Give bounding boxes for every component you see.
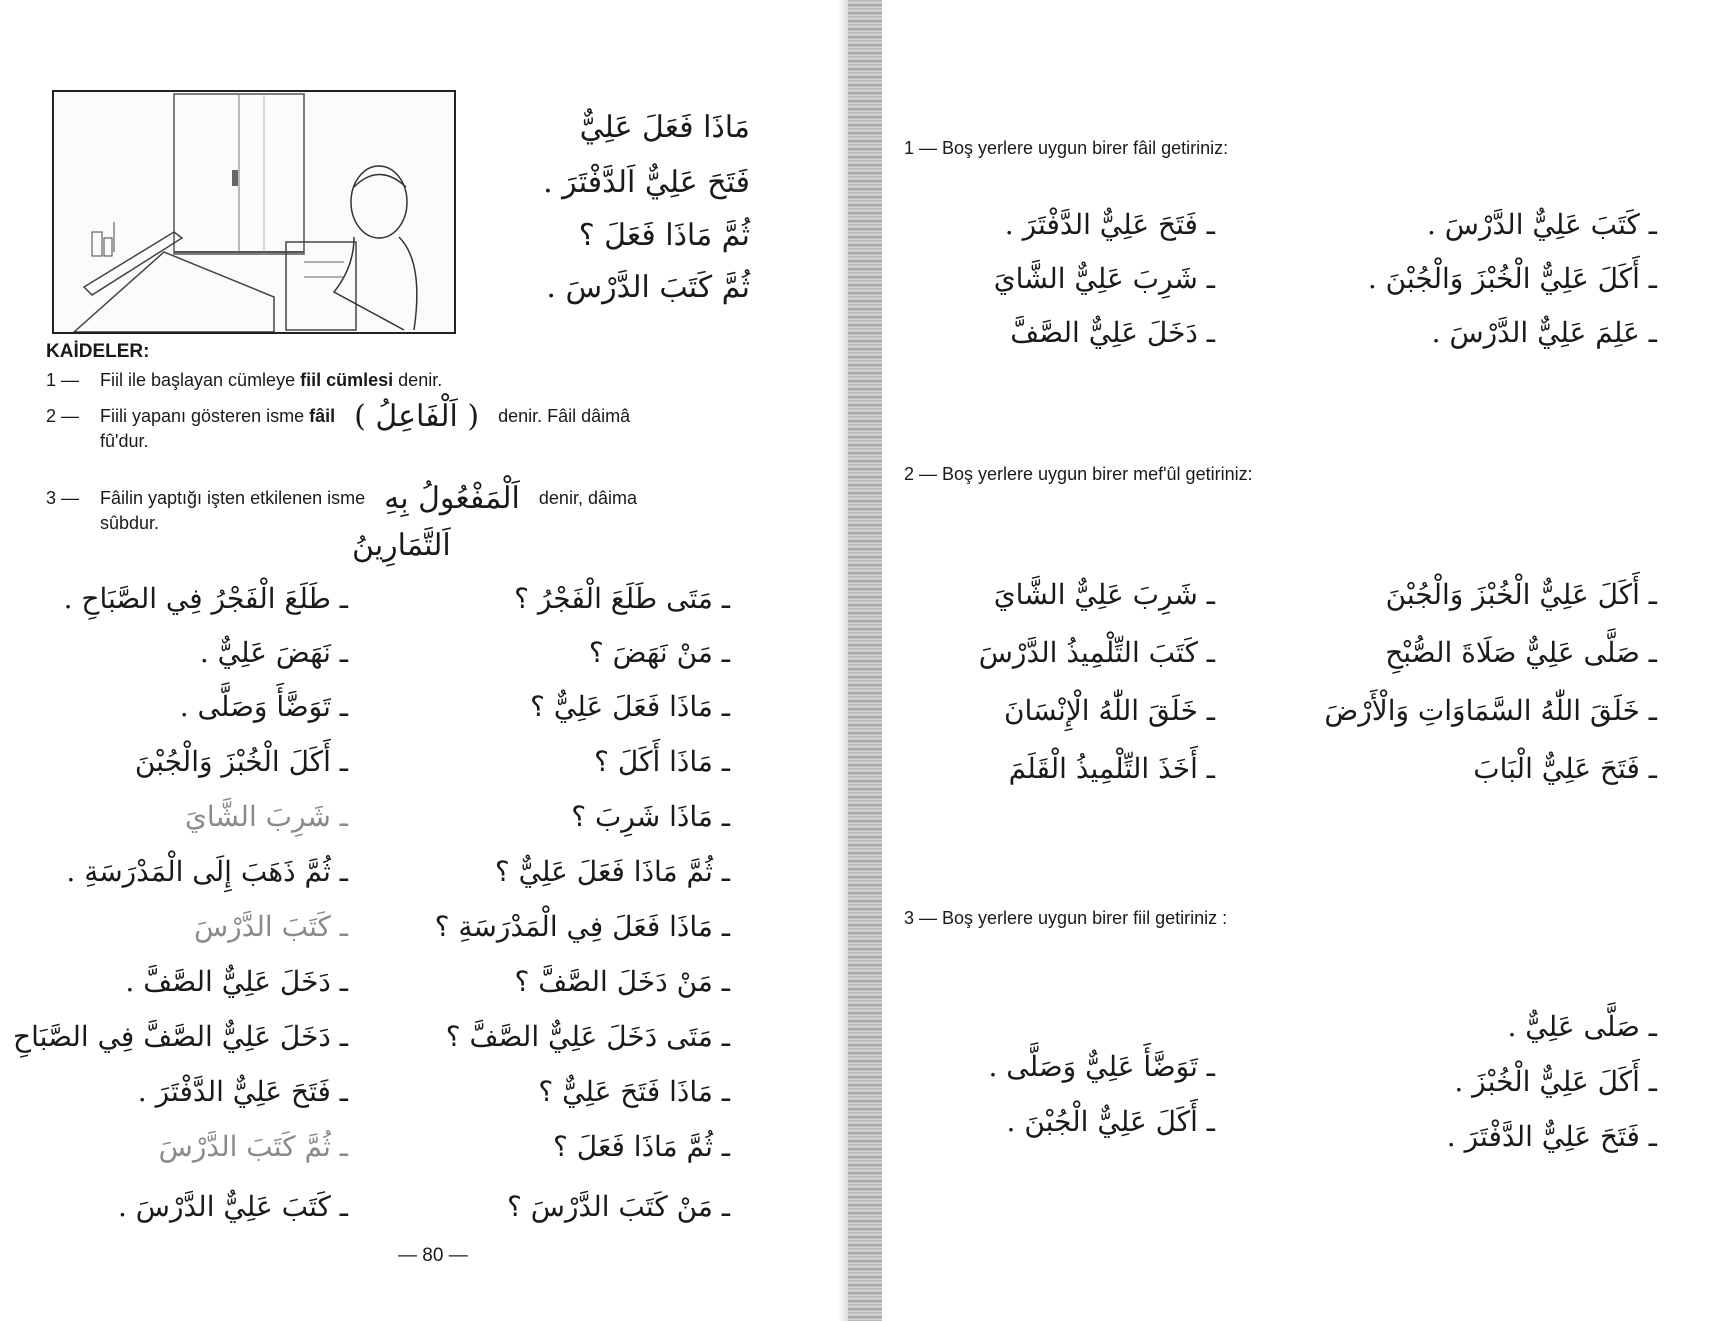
exercise-3-item: ـ فَتَحَ عَلِيٌّ الدَّفْتَرَ . — [1446, 1120, 1657, 1153]
intro-line-2: فَتَحَ عَلِيٌّ اَلدَّفْتَرَ . — [543, 165, 750, 200]
exercise-2-item: ـ شَرِبَ عَلِيٌّ الشَّايَ — [993, 578, 1215, 611]
rule-3-text: Fâilin yaptığı işten etkilenen isme — [100, 488, 366, 508]
question: ـ مَنْ نَهَضَ ؟ — [588, 636, 730, 669]
exercise-1-heading: 1 — Boş yerlere uygun birer fâil getiriniz: — [904, 138, 1229, 158]
rule-1-number: 1 — — [46, 370, 80, 390]
rule-3-continuation: sûbdur. — [100, 513, 160, 534]
exercise-1-item: ـ شَرِبَ عَلِيٌّ الشَّايَ — [993, 262, 1215, 295]
rule-2-number: 2 — — [46, 406, 80, 426]
answer: ـ كَتَبَ الدَّرْسَ — [194, 910, 348, 943]
exercise-1-item: ـ عَلِمَ عَلِيٌّ الدَّرْسَ . — [1431, 316, 1657, 349]
exercise-2-heading: 2 — Boş yerlere uygun birer mef'ûl getiriniz: — [904, 464, 1253, 484]
exercise-3-heading: 3 — Boş yerlere uygun birer fiil getiriniz : — [904, 908, 1228, 928]
left-page — [0, 0, 850, 1321]
question: ـ مَتَى طَلَعَ الْفَجْرُ ؟ — [514, 582, 730, 615]
exercise-1-item: ـ دَخَلَ عَلِيٌّ الصَّفَّ — [1010, 316, 1215, 349]
question: ـ مَاذَا فَعَلَ عَلِيٌّ ؟ — [530, 690, 730, 723]
answer: ـ تَوَضَّأَ وَصَلَّى . — [179, 690, 348, 723]
exercise-1-item: ـ أَكَلَ عَلِيٌّ الْخُبْزَ وَالْجُبْنَ . — [1367, 262, 1657, 295]
right-page — [880, 0, 1721, 1321]
intro-line-1: مَاذَا فَعَلَ عَلِيٌّ — [579, 110, 750, 145]
exercise-1-item: ـ فَتَحَ عَلِيٌّ الدَّفْتَرَ . — [1004, 208, 1215, 241]
answer: ـ نَهَضَ عَلِيٌّ . — [199, 636, 348, 669]
question: ـ ثُمَّ مَاذَا فَعَلَ عَلِيٌّ ؟ — [494, 855, 730, 888]
answer: ـ كَتَبَ عَلِيٌّ الدَّرْسَ . — [117, 1190, 348, 1223]
exercise-2-item: ـ صَلَّى عَلِيٌّ صَلَاةَ الصُّبْحِ — [1385, 636, 1657, 669]
answer: ـ دَخَلَ عَلِيٌّ الصَّفَّ . — [125, 965, 348, 998]
rule-2-text: Fiili yapanı gösteren isme — [100, 406, 305, 426]
exercise-2-item: ـ خَلَقَ اللّٰهُ الْإِنْسَانَ — [1003, 694, 1215, 727]
exercise-2-item: ـ خَلَقَ اللّٰهُ السَّمَاوَاتِ وَالْأَرْضَ — [1324, 694, 1657, 727]
exercise-2-item: ـ فَتَحَ عَلِيٌّ الْبَابَ — [1473, 752, 1657, 785]
exercise-3-item: ـ أَكَلَ عَلِيٌّ الْجُبْنَ . — [1006, 1105, 1215, 1138]
exercise-3-item: ـ صَلَّى عَلِيٌّ . — [1507, 1010, 1657, 1043]
rule-1-end: denir. — [398, 370, 443, 390]
exercises-title: اَلتَّمَارِينُ — [352, 528, 451, 563]
illustration-drawing — [54, 92, 454, 332]
book-gutter — [848, 0, 882, 1321]
answer: ـ فَتَحَ عَلِيٌّ الدَّفْتَرَ . — [137, 1075, 348, 1108]
rule-3-number: 3 — — [46, 488, 80, 508]
answer: ـ طَلَعَ الْفَجْرُ فِي الصَّبَاحِ . — [63, 582, 348, 615]
exercise-2-item: ـ أَخَذَ التِّلْمِيذُ الْقَلَمَ — [1008, 752, 1215, 785]
question: ـ مَنْ كَتَبَ الدَّرْسَ ؟ — [507, 1190, 730, 1223]
question: ـ مَاذَا فَعَلَ فِي الْمَدْرَسَةِ ؟ — [434, 910, 730, 943]
exercise-2-item: ـ أَكَلَ عَلِيٌّ الْخُبْزَ وَالْجُبْنَ — [1385, 578, 1657, 611]
rule-1 — [46, 368, 752, 392]
rule-1-text: Fiil ile başlayan cümleye — [100, 370, 296, 390]
illustration-boy-at-desk — [52, 90, 456, 334]
rule-2-arabic-term: ( اَلْفَاعِلُ ) — [354, 399, 480, 435]
intro-line-3: ثُمَّ مَاذَا فَعَلَ ؟ — [578, 218, 750, 253]
exercise-2-item: ـ كَتَبَ التِّلْمِيذُ الدَّرْسَ — [978, 636, 1215, 669]
rule-2-term: fâil — [309, 406, 336, 426]
answer: ـ ثُمَّ كَتَبَ الدَّرْسَ — [158, 1130, 348, 1163]
answer: ـ شَرِبَ الشَّايَ — [184, 800, 348, 833]
question: ـ مَاذَا شَرِبَ ؟ — [571, 800, 730, 833]
question: ـ مَاذَا أَكَلَ ؟ — [594, 745, 730, 778]
rule-2 — [46, 399, 752, 453]
page-number: — 80 — — [398, 1245, 468, 1266]
question: ـ ثُمَّ مَاذَا فَعَلَ ؟ — [553, 1130, 730, 1163]
rule-3-arabic-term: اَلْمَفْعُولُ بِهِ — [384, 481, 520, 517]
exercise-3-item: ـ أَكَلَ عَلِيٌّ الْخُبْزَ . — [1454, 1065, 1657, 1098]
rule-2-continuation: fû'dur. — [100, 431, 149, 452]
answer: ـ دَخَلَ عَلِيٌّ الصَّفَّ فِي الصَّبَاحِ — [13, 1020, 348, 1053]
exercise-1-item: ـ كَتَبَ عَلِيٌّ الدَّرْسَ . — [1426, 208, 1657, 241]
rule-1-term: fiil cümlesi — [300, 370, 394, 390]
exercise-3-item: ـ تَوَضَّأَ عَلِيٌّ وَصَلَّى . — [988, 1050, 1215, 1083]
question: ـ مَاذَا فَتَحَ عَلِيٌّ ؟ — [538, 1075, 730, 1108]
question: ـ مَتَى دَخَلَ عَلِيٌّ الصَّفَّ ؟ — [445, 1020, 730, 1053]
answer: ـ ثُمَّ ذَهَبَ إِلَى الْمَدْرَسَةِ . — [66, 855, 348, 888]
question: ـ مَنْ دَخَلَ الصَّفَّ ؟ — [514, 965, 730, 998]
rules-title: KAİDELER: — [46, 341, 150, 362]
rule-3-end: denir, dâima — [538, 488, 637, 508]
intro-line-4: ثُمَّ كَتَبَ الدَّرْسَ . — [546, 270, 750, 305]
answer: ـ أَكَلَ الْخُبْزَ وَالْجُبْنَ — [134, 745, 348, 778]
rule-2-end: denir. Fâil dâimâ — [498, 406, 631, 426]
